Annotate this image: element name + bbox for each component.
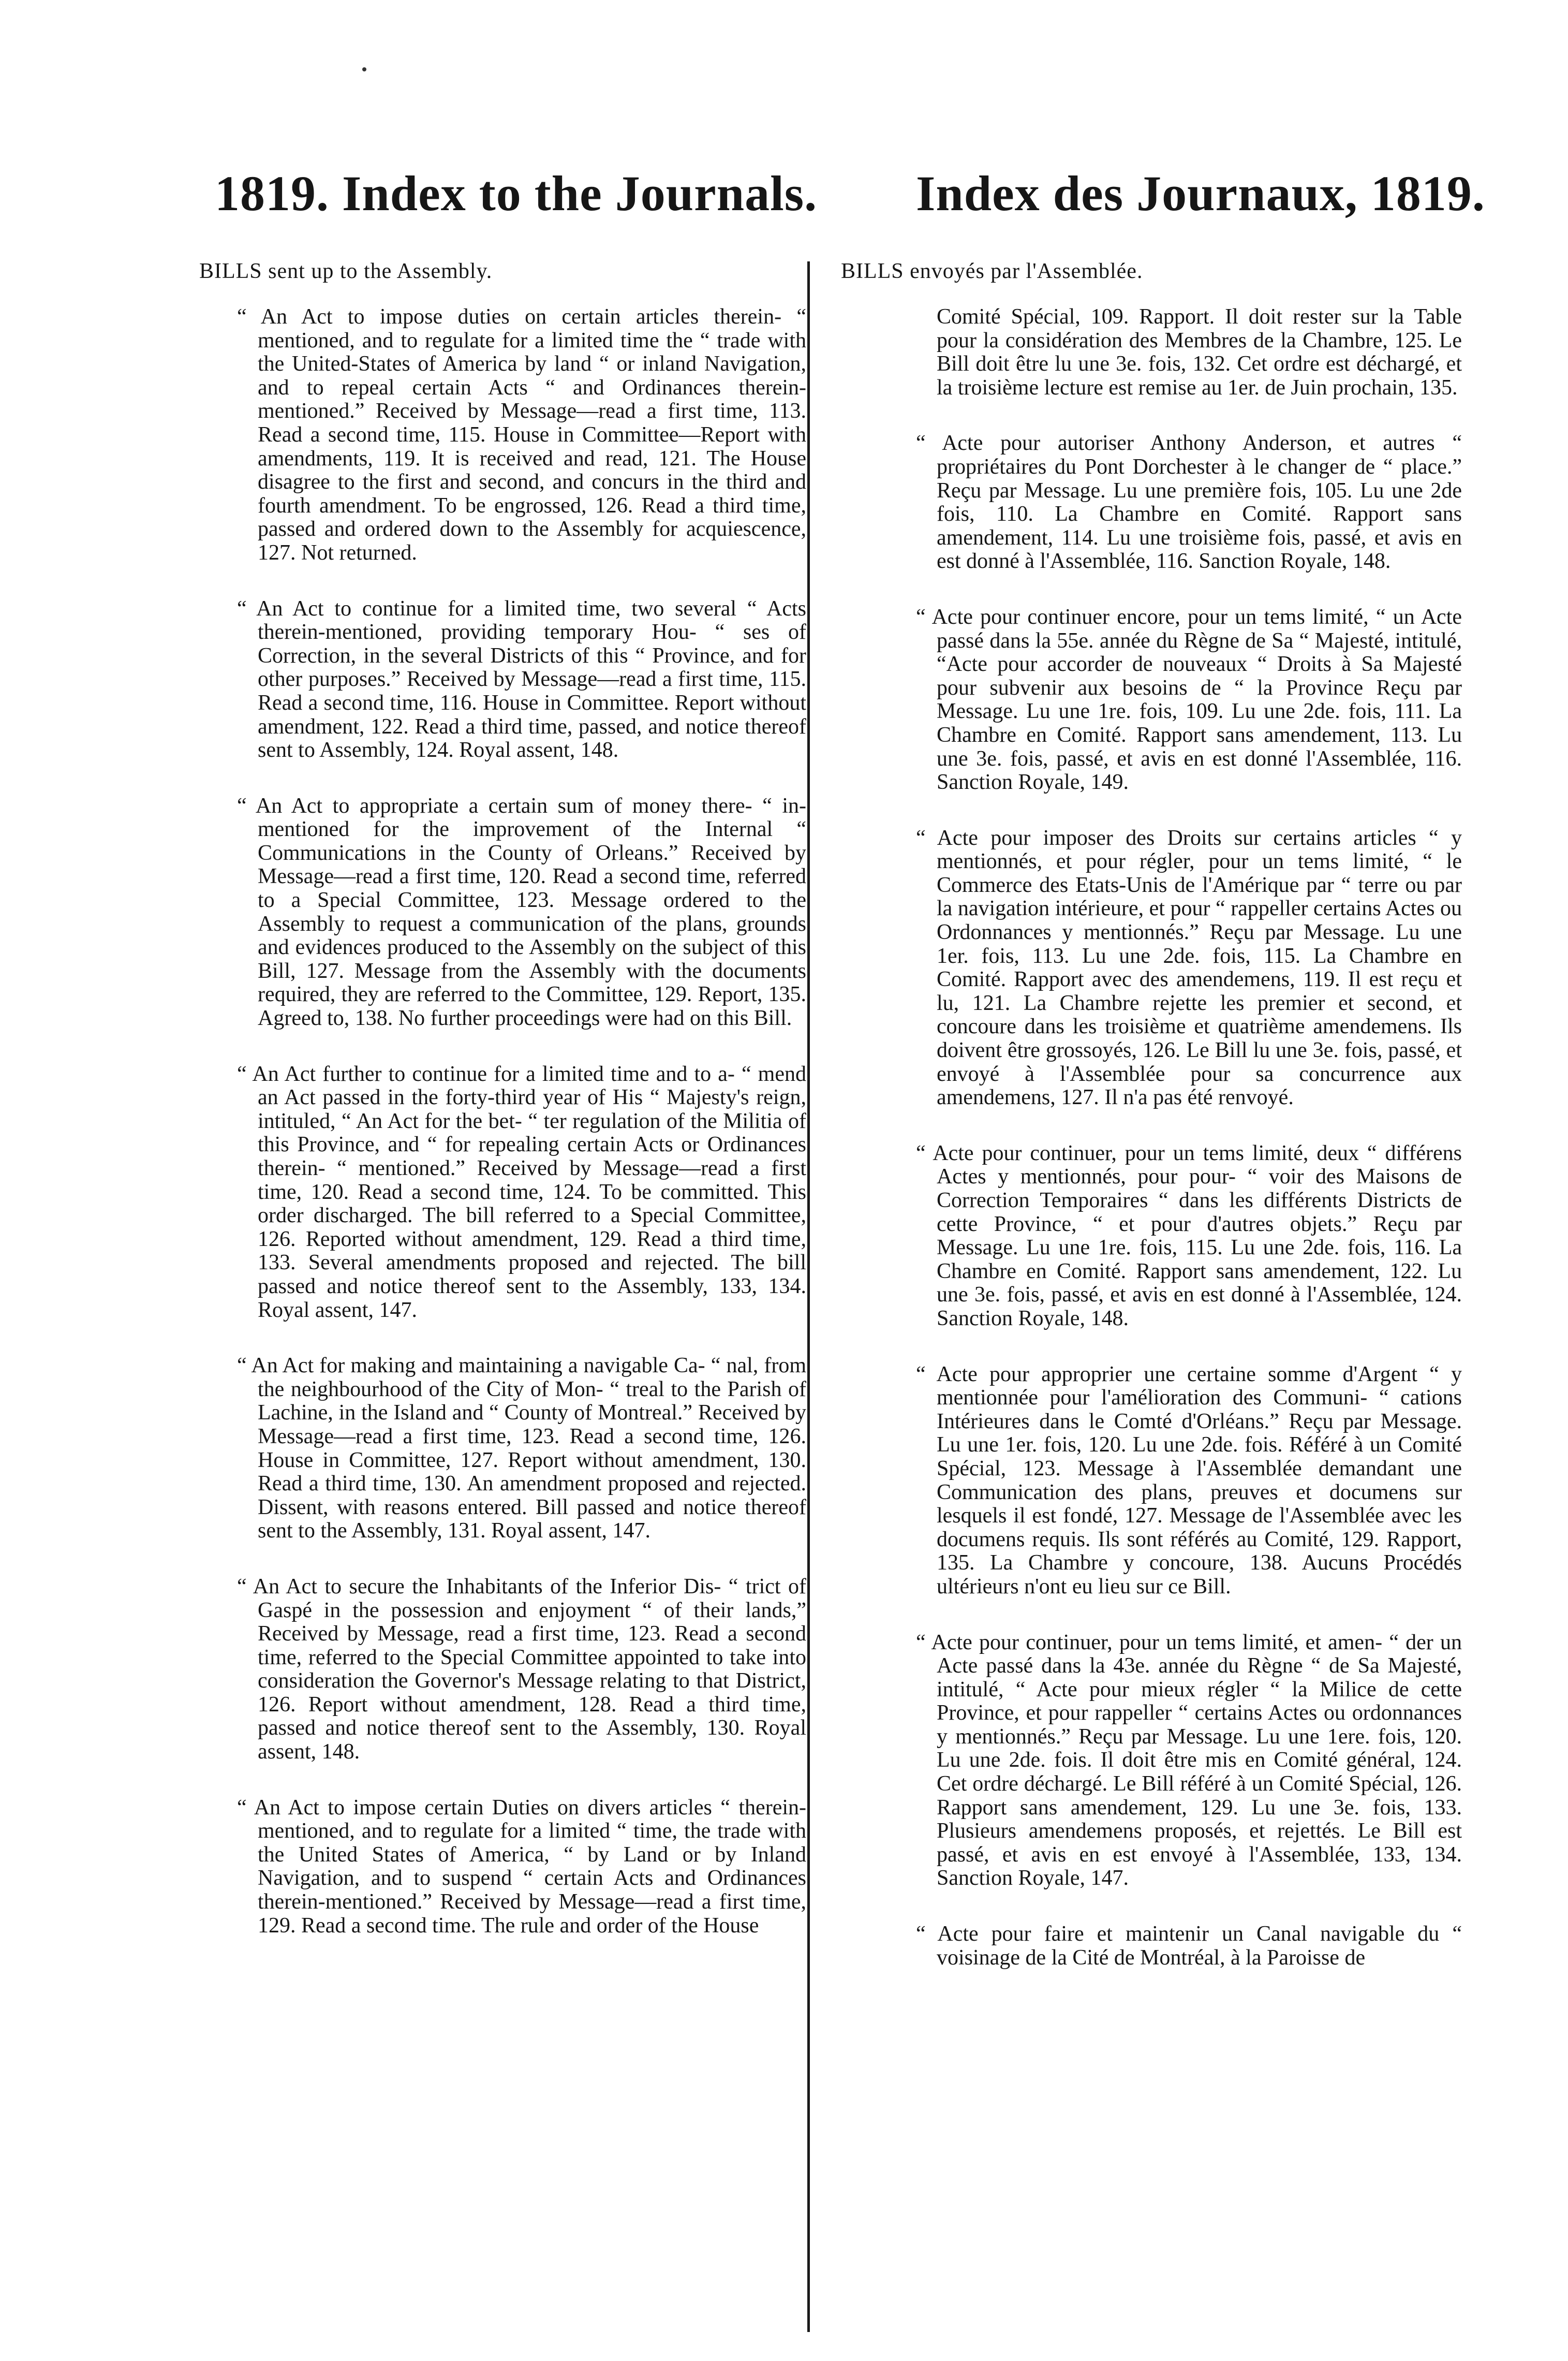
- bill-entry: “ Acte pour continuer encore, pour un tems limité, “ un Acte passé dans la 55e. année du Règne de Sa “ Majesté, intitulé, “Acte pour accorder de nouveaux “ Droits à Sa Majesté pour subvenir aux besoins de “ la Province Reçu par Message. Lu une 1re. fois, 109. Lu une 2de. fois, 111. La Chambre en Comité. Rapport sans amendement, 113. Lu une 3e. fois, passé, et avis en est donné l'Assemblée, 116. Sanction Royale, 149.: [916, 605, 1462, 795]
- bill-entry: “ An Act to impose certain Duties on divers articles “ therein-mentioned, and to regulate for a limited “ time, the trade with the United States of America, “ by Land or by Inland Navigation, and to suspend “ certain Acts and Ordinances therein-mentioned.” Received by Message—read a first time, 129. Read a second time. The rule and order of the House: [237, 1795, 806, 1938]
- bill-entry: “ Acte pour autoriser Anthony Anderson, et autres “ propriétaires du Pont Dorchester à le changer de “ place.” Reçu par Message. Lu une première fois, 105. Lu une 2de fois, 110. La Chambre en Comité. Rapport sans amendement, 114. Lu une troisième fois, passé, et avis en est donné à l'Assemblée, 116. Sanction Royale, 148.: [916, 431, 1462, 574]
- running-head-french: BILLS envoyés par l'Assemblée.: [841, 259, 1143, 283]
- bill-entry: “ An Act to continue for a limited time, two several “ Acts therein-mentioned, providing temporary Hou- “ ses of Correction, in the several Districts of this “ Province, and for other purposes.” Received by Message—read a first time, 115. Read a second time, 116. House in Committee. Report without amendment, 122. Read a third time, passed, and notice thereof sent to Assembly, 124. Royal assent, 148.: [237, 596, 806, 762]
- bill-entry: “ An Act to appropriate a certain sum of money there- “ in-mentioned for the improvement of the Internal “ Communications in the County of Orleans.” Received by Message—read a first time, 120. Read a second time, referred to a Special Committee, 123. Message ordered to the Assembly to request a communication of the plans, grounds and evidences produced to the Assembly on the subject of this Bill, 127. Message from the Assembly with the documents required, they are referred to the Committee, 129. Report, 135. Agreed to, 138. No further proceedings were had on this Bill.: [237, 794, 806, 1031]
- bill-entry: “ Acte pour approprier une certaine somme d'Argent “ y mentionnée pour l'amélioration des Communi- “ cations Intérieures dans le Comté d'Orléans.” Reçu par Message. Lu une 1er. fois, 120. Lu une 2de. fois. Référé à un Comité Spécial, 123. Message à l'Assemblée demandant une Communication des plans, preuves et documens sur lesquels il est fondé, 127. Message de l'Assemblée avec les documens requis. Ils sont référés au Comité, 129. Rapport, 135. La Chambre y concoure, 138. Aucuns Procédés ultérieurs n'ont eu lieu sur ce Bill.: [916, 1362, 1462, 1599]
- bill-entry: “ Acte pour faire et maintenir un Canal navigable du “ voisinage de la Cité de Montréal, à la Paroisse de: [916, 1922, 1462, 1970]
- english-column: [237, 305, 806, 1970]
- bill-entry: “ An Act to secure the Inhabitants of the Inferior Dis- “ trict of Gaspé in the possession and enjoyment “ of their lands,” Received by Message, read a first time, 123. Read a second time, referred to the Special Committee appointed to take into consideration the Governor's Message relating to that District, 126. Report without amendment, 128. Read a third time, passed and notice thereof sent to the Assembly, 130. Royal assent, 148.: [237, 1574, 806, 1764]
- bill-entry: “ Acte pour imposer des Droits sur certains articles “ y mentionnés, et pour régler, pour un tems limité, “ le Commerce des Etats-Unis de l'Amérique par “ terre ou par la navigation intérieure, et pour “ rappeller certains Actes ou Ordonnances y mentionnés.” Reçu par Message. Lu une 1er. fois, 113. Lu une 2de. fois, 115. La Chambre en Comité. Rapport avec des amendemens, 119. Il est reçu et lu, 121. La Chambre rejette les premier et second, et concoure dans les troisième et quatrième amendemens. Ils doivent être grossoyés, 126. Le Bill lu une 3e. fois, passé, et envoyé à l'Assemblée pour sa concurrence aux amendemens, 127. Il n'a pas été renvoyé.: [916, 826, 1462, 1110]
- running-head-english: BILLS sent up to the Assembly.: [199, 259, 493, 283]
- ink-speck-mark: [362, 67, 366, 71]
- bill-entry: Comité Spécial, 109. Rapport. Il doit rester sur la Table pour la considération des Membres de la Chambre, 125. Le Bill doit être lu une 3e. fois, 132. Cet ordre est déchargé, et la troisième lecture est remise au 1er. de Juin prochain, 135.: [937, 305, 1462, 400]
- page-title-english: 1819. Index to the Journals.: [215, 166, 818, 221]
- bill-entry: “ Acte pour continuer, pour un tems limité, deux “ différens Actes y mentionnés, pour pour- “ voir des Maisons de Correction Temporaires “ dans les différents Districts de cette Province, “ et pour d'autres objets.” Reçu par Message. Lu une 1re. fois, 115. Lu une 2de. fois, 116. La Chambre en Comité. Rapport sans amendement, 122. Lu une 3e. fois, passé, et avis en est donné à l'Assemblée, 124. Sanction Royale, 148.: [916, 1141, 1462, 1330]
- bill-entry: “ An Act to impose duties on certain articles therein- “ mentioned, and to regulate for a limited time the “ trade with the United-States of America by land “ or inland Navigation, and to repeal certain Acts “ and Ordinances therein-mentioned.” Received by Message—read a first time, 113. Read a second time, 115. House in Committee—Report with amendments, 119. It is received and read, 121. The House disagree to the first and second, and concurs in the third and fourth amendment. To be engrossed, 126. Read a third time, passed and ordered down to the Assembly for acquiescence, 127. Not returned.: [237, 305, 806, 565]
- column-divider: [807, 261, 810, 2332]
- page-title-french: Index des Journaux, 1819.: [916, 166, 1485, 221]
- bill-entry: “ An Act for making and maintaining a navigable Ca- “ nal, from the neighbourhood of the City of Mon- “ treal to the Parish of Lachine, in the Island and “ County of Montreal.” Received by Message—read a first time, 123. Read a second time, 126. House in Committee, 127. Report without amendment, 130. Read a third time, 130. An amendment proposed and rejected. Dissent, with reasons entered. Bill passed and notice thereof sent to the Assembly, 131. Royal assent, 147.: [237, 1354, 806, 1543]
- bill-entry: “ Acte pour continuer, pour un tems limité, et amen- “ der un Acte passé dans la 43e. année du Règne “ de Sa Majesté, intitulé, “ Acte pour mieux régler “ la Milice de cette Province, et pour rappeller “ certains Actes ou ordonnances y mentionnés.” Reçu par Message. Lu une 1ere. fois, 120. Lu une 2de. fois. Il doit être mis en Comité général, 124. Cet ordre déchargé. Le Bill référé à un Comité Spécial, 126. Rapport sans amendement, 129. Lu une 3e. fois, 133. Plusieurs amendemens proposés, et rejettés. Le Bill est passé, et avis en est envoyé à l'Assemblée, 133, 134. Sanction Royale, 147.: [916, 1630, 1462, 1890]
- french-column: [916, 305, 1462, 2002]
- bill-entry: “ An Act further to continue for a limited time and to a- “ mend an Act passed in the forty-third year of His “ Majesty's reign, intituled, “ An Act for the bet- “ ter regulation of the Militia of this Province, and “ for repealing certain Acts or Ordinances therein- “ mentioned.” Received by Message—read a first time, 120. Read a second time, 124. To be committed. This order discharged. The bill referred to a Special Committee, 126. Reported without amendment, 129. Read a third time, 133. Several amendments proposed and rejected. The bill passed and notice thereof sent to the Assembly, 133, 134. Royal assent, 147.: [237, 1062, 806, 1322]
